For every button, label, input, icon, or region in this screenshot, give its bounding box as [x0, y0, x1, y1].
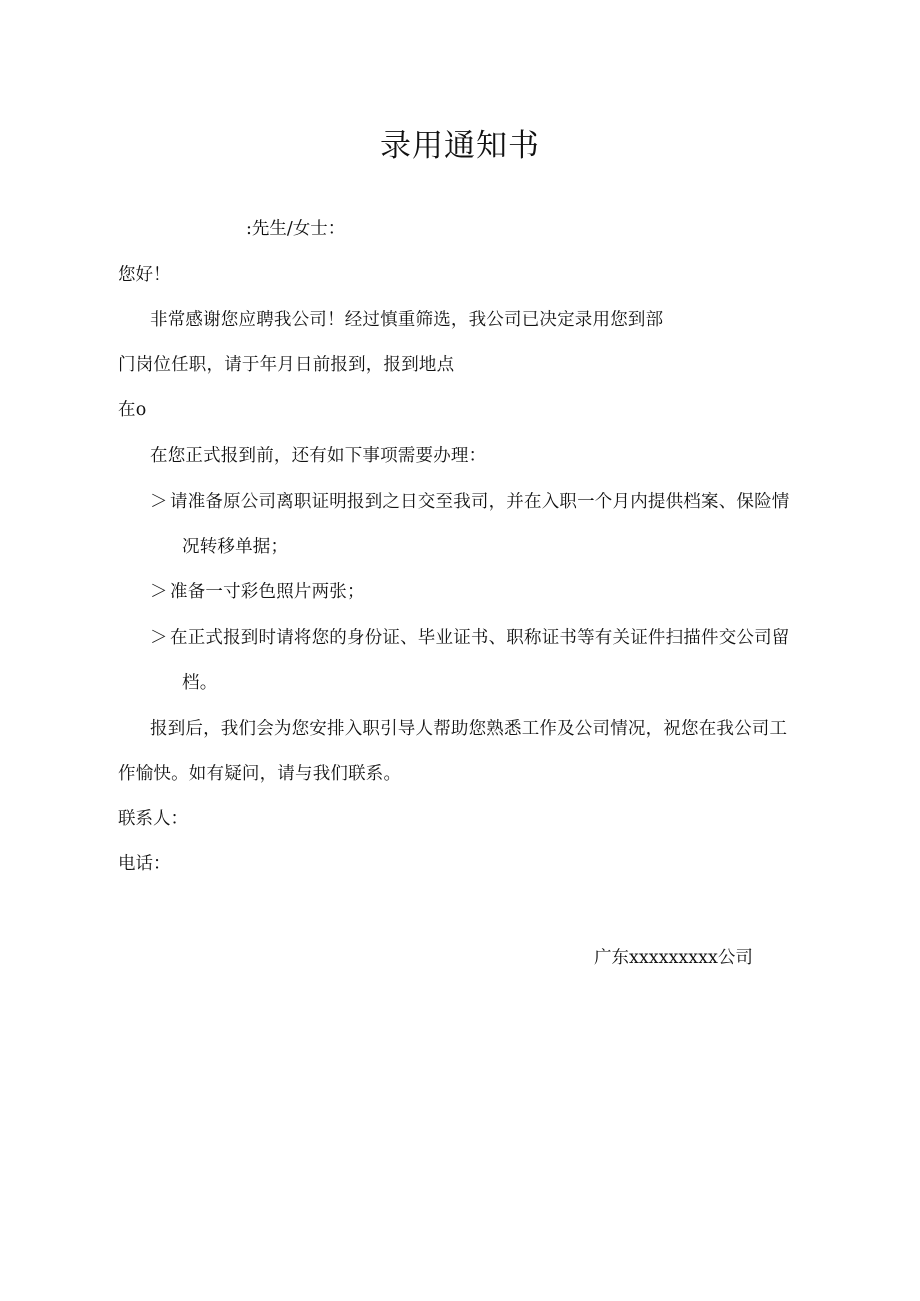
greeting: 您好！ — [118, 265, 171, 285]
list-item — [150, 489, 790, 515]
closing-paragraph-line-2: 作愉快。如有疑问，请与我们联系。 — [118, 764, 402, 784]
document-title: 录用通知书 — [380, 128, 540, 164]
salutation: :先生/女士： — [246, 219, 346, 239]
list-item-continuation: 档。 — [182, 673, 218, 693]
list-item-continuation: 况转移单据； — [182, 537, 289, 557]
bullet-marker-icon: ＞ — [150, 628, 168, 648]
list-item — [150, 625, 790, 651]
contact-person-label: 联系人： — [118, 809, 188, 829]
phone-label: 电话： — [118, 854, 171, 874]
list-item-text: 请准备原公司离职证明报到之日交至我司，并在入职一个月内提供档案、保险情 — [170, 492, 790, 512]
closing-paragraph-line-1: 报到后，我们会为您安排入职引导人帮助您熟悉工作及公司情况，祝您在我公司工 — [150, 719, 788, 739]
items-intro: 在您正式报到前，还有如下事项需要办理： — [150, 446, 487, 466]
bullet-marker-icon: ＞ — [150, 582, 168, 602]
body-paragraph-line-3: 在o — [118, 400, 147, 420]
body-paragraph-line-1: 非常感谢您应聘我公司！经过慎重筛选，我公司已决定录用您到部 — [150, 310, 664, 330]
company-signature: 广东xxxxxxxxx公司 — [594, 948, 753, 968]
list-item-text: 准备一寸彩色照片两张； — [170, 582, 365, 602]
bullet-marker-icon: ＞ — [150, 492, 168, 512]
body-paragraph-line-2: 门岗位任职，请于年月日前报到，报到地点 — [118, 355, 455, 375]
list-item — [150, 579, 365, 605]
list-item-text: 在正式报到时请将您的身份证、毕业证书、职称证书等有关证件扫描件交公司留 — [170, 628, 790, 648]
